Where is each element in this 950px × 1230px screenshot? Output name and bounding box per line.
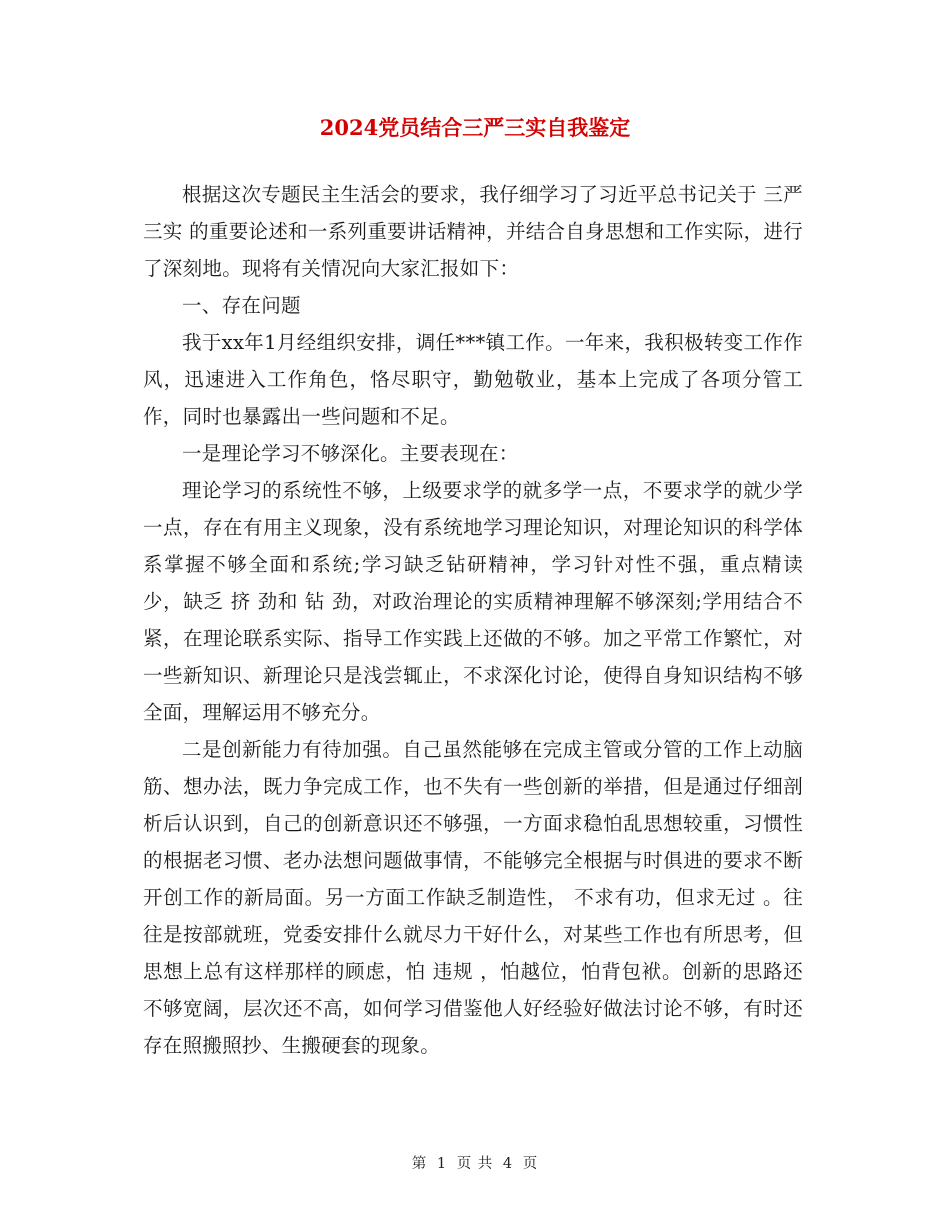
page-number-footer bbox=[0, 1152, 950, 1173]
page-label-suffix: 页 bbox=[522, 1156, 539, 1172]
total-pages-number: 4 bbox=[502, 1156, 514, 1172]
paragraph-theory-study: 理论学习的系统性不够，上级要求学的就多学一点，不要求学的就少学一点，存在有用主义现象，没有系统地学习理论知识，对理论知识的科学体系掌握不够全面和系统;学习缺乏钻研精神，学习针对性不强，重点精读少，缺乏 挤 劲和 钻 劲，对政治理论的实质精神理解不够深刻;学用结合不紧，在理论联系实际、指导工作实践上还做的不够。加之平常工作繁忙，对一些新知识、新理论只是浅尝辄止，不求深化讨论，使得自身知识结构不够全面，理解运用不够充分。 bbox=[143, 479, 803, 724]
subheading-theory-study: 一是理论学习不够深化。主要表现在： bbox=[182, 442, 519, 465]
page-label-prefix: 第 bbox=[411, 1156, 428, 1172]
document-body bbox=[143, 176, 803, 1064]
paragraph-intro: 根据这次专题民主生活会的要求，我仔细学习了习近平总书记关于 三严三实 的重要论述和一系列重要讲话精神，并结合自身思想和工作实际，进行了深刻地。现将有关情况向大家汇报如下： bbox=[143, 183, 803, 280]
paragraph-innovation: 二是创新能力有待加强。自己虽然能够在完成主管或分管的工作上动脑筋、想办法，既力争完成工作，也不失有一些创新的举措，但是通过仔细剖析后认识到，自己的创新意识还不够强，一方面求稳怕乱思想较重，习惯性的根据老习惯、老办法想问题做事情，不能够完全根据与时俱进的要求不断开创工作的新局面。另一方面工作缺乏制造性， 不求有功，但求无过 。往往是按部就班，党委安排什么就尽力干好什么，对某些工作也有所思考，但思想上总有这样那样的顾虑，怕 违规 ，怕越位，怕背包袱。创新的思路还不够宽阔，层次还不高，如何学习借鉴他人好经验好做法讨论不够，有时还存在照搬照抄、生搬硬套的现象。 bbox=[143, 738, 803, 1057]
current-page-number: 1 bbox=[436, 1156, 448, 1172]
section-heading-problems: 一、存在问题 bbox=[182, 294, 301, 317]
document-title: 2024党员结合三严三实自我鉴定 bbox=[319, 115, 631, 140]
page-label-mid: 页 共 bbox=[456, 1156, 494, 1172]
paragraph-work-summary: 我于xx年1月经组织安排，调任***镇工作。一年来，我积极转变工作作风，迅速进入工作角色，恪尽职守，勤勉敬业，基本上完成了各项分管工作，同时也暴露出一些问题和不足。 bbox=[143, 331, 803, 428]
